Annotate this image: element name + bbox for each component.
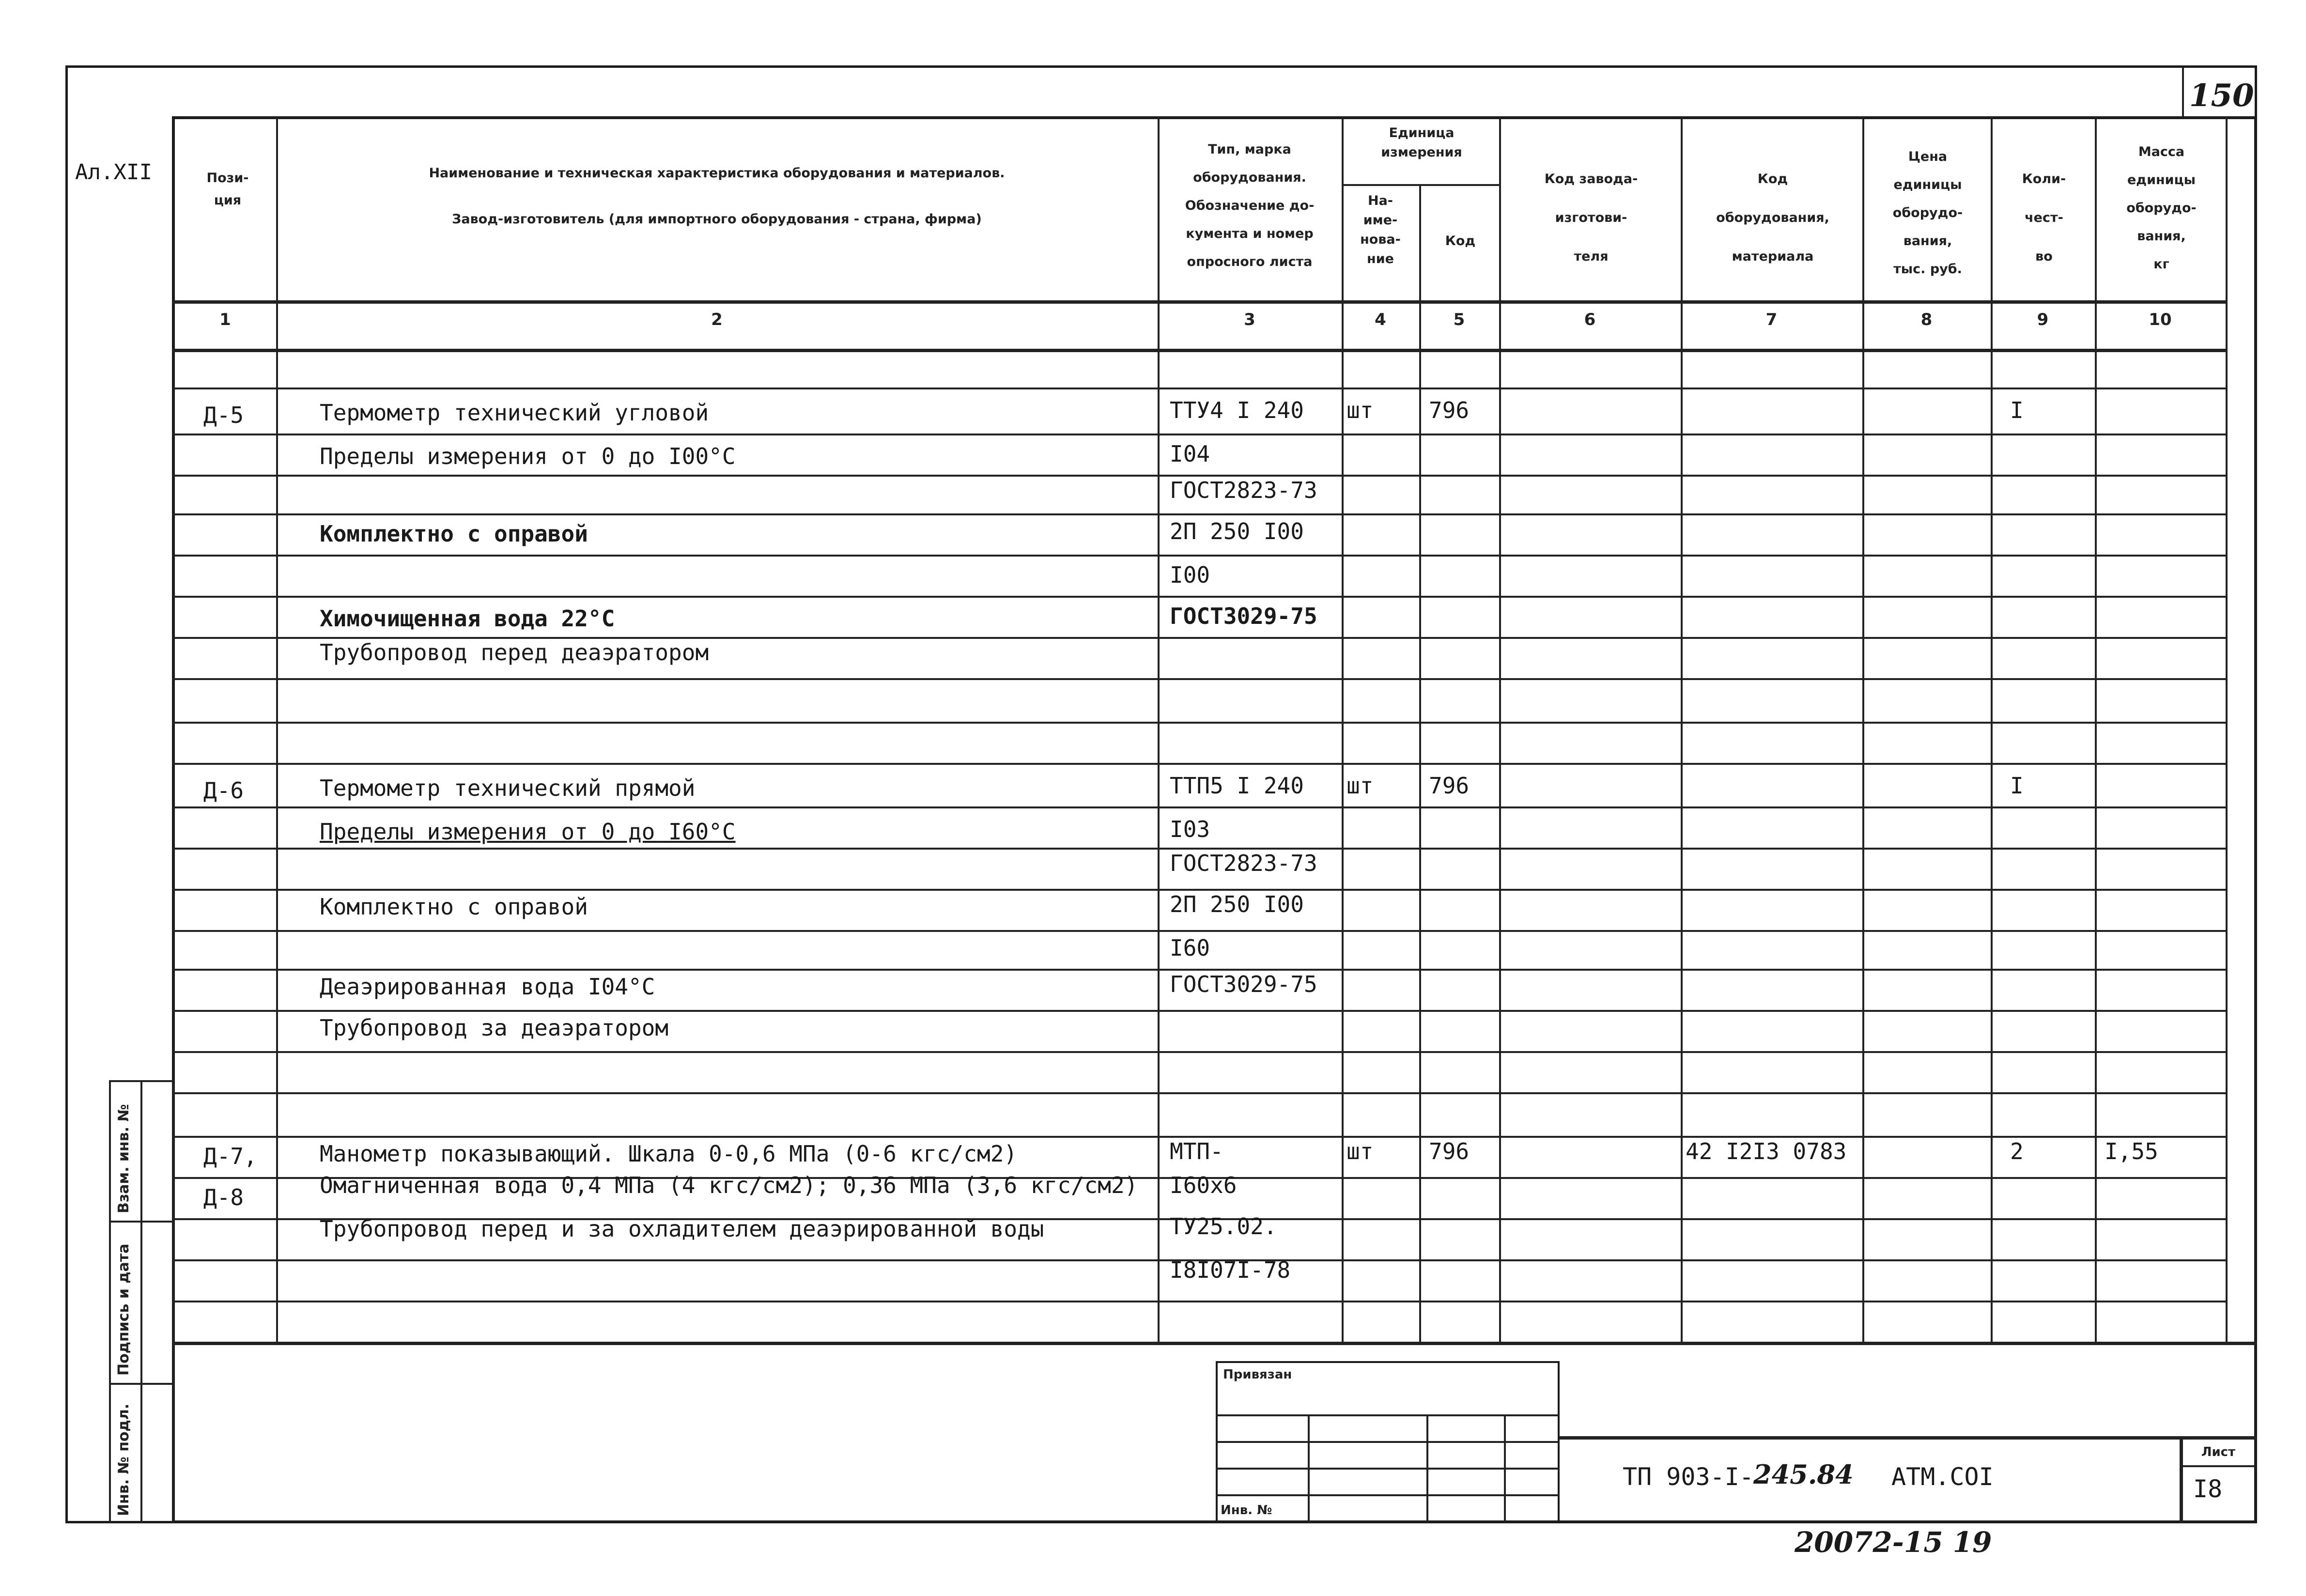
row-code: 796: [1429, 773, 1470, 799]
row-type: ГОСТ3029-75: [1170, 603, 1317, 629]
row-name: Пределы измерения от 0 до I60°С: [320, 819, 736, 845]
row-line: [172, 722, 2226, 724]
row-line: [172, 678, 2226, 680]
album-label: Ал.XII: [75, 160, 152, 185]
row-type: ГОСТ2823-73: [1170, 850, 1317, 876]
colnum-9: 9: [2037, 310, 2049, 329]
tied-title: Привязан: [1223, 1367, 1292, 1382]
row-line: [172, 1136, 2226, 1138]
row-line: [172, 1092, 2226, 1094]
header-col6: Код завода- изготови- теля: [1544, 171, 1638, 264]
row-type: I8I07I-78: [1170, 1257, 1291, 1283]
tied-line: [1216, 1494, 1560, 1496]
pos-d6: Д-6: [203, 777, 244, 804]
row-name: Пределы измерения от 0 до I00°С: [320, 443, 736, 469]
header-col2-line2: Завод-изготовитель (для импортного оборудования - страна, фирма): [452, 212, 982, 227]
header-col1: Пози- ция: [206, 170, 249, 208]
tied-divider: [1504, 1414, 1506, 1523]
row-name: Комплектно с оправой: [320, 894, 588, 920]
row-name: Термометр технический угловой: [320, 400, 709, 426]
row-mass: I,55: [2105, 1138, 2158, 1164]
colnum-3: 3: [1244, 310, 1255, 329]
col-divider-6: [1681, 116, 1683, 1342]
row-name: Деаэрированная вода I04°С: [320, 974, 655, 1000]
row-name: Термометр технический прямой: [320, 775, 696, 801]
row-qty: 2: [2010, 1138, 2024, 1164]
row-line: [172, 1301, 2226, 1302]
row-type: МТП-: [1170, 1138, 1223, 1164]
row-line: [172, 763, 2226, 765]
colnum-bottom-line: [172, 349, 2226, 352]
title-block-top: [1560, 1436, 2257, 1440]
side-stamp-line: [109, 1383, 172, 1385]
sheet-top-box-left: [2182, 68, 2184, 116]
header-col10: Масса единицы оборудо- вания, кг: [2126, 144, 2197, 272]
row-type: 2П 250 I00: [1170, 518, 1304, 544]
row-line: [172, 848, 2226, 850]
row-name: Трубопровод перед и за охладителем деаэрированной воды: [320, 1216, 1044, 1242]
row-name: Манометр показывающий. Шкала 0-0,6 МПа (0-6 кгс/см2): [320, 1141, 1018, 1167]
row-name: Химочищенная вода 22°С: [320, 605, 615, 632]
row-line: [172, 434, 2226, 435]
side-stamp-line: [109, 1080, 172, 1082]
side-inv-no-replace: Взам. инв. №: [115, 1104, 132, 1213]
doc-code-suffix: АТМ.СОI: [1891, 1463, 1994, 1491]
doc-code-handwritten: 245.84: [1753, 1459, 1854, 1490]
bottom-note: 20072-15 19: [1795, 1526, 1992, 1559]
row-code: 796: [1429, 397, 1470, 423]
header-col3: Тип, марка оборудования. Обозначение до- кумента и номер опросного листа: [1185, 142, 1315, 269]
title-block-sheet-line: [2180, 1465, 2257, 1467]
col-divider-10: [2226, 116, 2228, 1342]
col-divider-1: [276, 116, 278, 1342]
colnum-8: 8: [1920, 310, 1933, 329]
row-line: [172, 1051, 2226, 1053]
row-type: ТТУ4 I 240: [1170, 397, 1304, 423]
row-type: ГОСТ3029-75: [1170, 971, 1317, 997]
row-line: [172, 387, 2226, 389]
header-unit-group: Единица измерения: [1381, 125, 1462, 160]
row-qty: I: [2010, 397, 2024, 423]
row-name: Трубопровод за деаэратором: [320, 1015, 669, 1041]
table-bottom-line: [172, 1342, 2257, 1345]
col-divider-3: [1342, 116, 1344, 1342]
row-type: I60x6: [1170, 1172, 1237, 1198]
pos-d5: Д-5: [203, 402, 244, 428]
colnum-2: 2: [711, 310, 723, 329]
header-col2-line1: Наименование и техническая характеристика оборудования и материалов.: [429, 166, 1005, 181]
side-inv-no-orig: Инв. № подл.: [115, 1403, 132, 1516]
row-name: Комплектно с оправой: [320, 521, 588, 547]
col-divider-9: [2095, 116, 2097, 1342]
row-qty: I: [2010, 773, 2024, 799]
doc-code-prefix: ТП 903-I-: [1623, 1463, 1754, 1491]
row-type: I60: [1170, 935, 1210, 961]
row-unit: шт: [1346, 397, 1374, 423]
tied-inv-label: Инв. №: [1221, 1503, 1272, 1518]
tied-divider: [1426, 1414, 1428, 1523]
col-divider-2: [1158, 116, 1160, 1342]
sheet-label: Лист: [2201, 1445, 2236, 1459]
col-divider-8: [1991, 116, 1993, 1342]
col-divider-5: [1499, 116, 1501, 1342]
row-line: [172, 596, 2226, 598]
row-line: [172, 555, 2226, 557]
header-col8: Цена единицы оборудо- вания, тыс. руб.: [1892, 149, 1963, 277]
pos-d8: Д-8: [203, 1184, 244, 1210]
row-type: I04: [1170, 441, 1210, 467]
colnum-6: 6: [1584, 310, 1596, 329]
header-bottom-line: [172, 300, 2226, 304]
row-line: [172, 513, 2226, 515]
row-code: 796: [1429, 1138, 1470, 1164]
header-col4: На- име- нова- ние: [1360, 193, 1401, 266]
row-type: ТТП5 I 240: [1170, 773, 1304, 799]
row-equip-code: 42 I2I3 0783: [1686, 1138, 1847, 1164]
row-type: I00: [1170, 562, 1210, 588]
sheet-top-number: 150: [2189, 77, 2254, 114]
colnum-4: 4: [1375, 310, 1386, 329]
colnum-1: 1: [219, 310, 231, 329]
sheet-number: I8: [2193, 1475, 2223, 1503]
tied-line: [1216, 1414, 1560, 1416]
row-unit: шт: [1346, 773, 1374, 799]
pos-d7: Д-7,: [203, 1143, 257, 1169]
row-name: Омагниченная вода 0,4 МПа (4 кгс/см2); 0,36 МПа (3,6 кгс/см2): [320, 1172, 1138, 1198]
side-stamp-left-edge: [109, 1080, 111, 1523]
row-line: [172, 930, 2226, 932]
tied-line: [1216, 1468, 1560, 1470]
colnum-5: 5: [1453, 310, 1465, 329]
header-col9: Коли- чест- во: [2022, 171, 2066, 264]
side-stamp-divider: [140, 1080, 142, 1523]
colnum-10: 10: [2149, 310, 2172, 329]
col-divider-7: [1862, 116, 1864, 1342]
tied-divider: [1308, 1414, 1310, 1523]
header-col5: Код: [1445, 233, 1476, 248]
side-sign-date: Подпись и дата: [115, 1243, 132, 1376]
row-type: ГОСТ2823-73: [1170, 477, 1317, 503]
row-type: ТУ25.02.: [1170, 1213, 1277, 1240]
colnum-7: 7: [1765, 310, 1778, 329]
row-unit: шт: [1346, 1138, 1374, 1164]
row-type: 2П 250 I00: [1170, 891, 1304, 917]
side-stamp-line: [109, 1221, 172, 1223]
row-line: [172, 969, 2226, 971]
side-stamp-right-edge: [172, 1080, 174, 1523]
row-line: [172, 806, 2226, 808]
row-line: [172, 889, 2226, 891]
row-type: I03: [1170, 816, 1210, 842]
row-line: [172, 475, 2226, 477]
row-line: [172, 1010, 2226, 1012]
tied-line: [1216, 1441, 1560, 1443]
row-name: Трубопровод перед деаэратором: [320, 639, 709, 666]
row-line: [172, 637, 2226, 639]
header-col7: Код оборудования, материала: [1716, 171, 1829, 264]
